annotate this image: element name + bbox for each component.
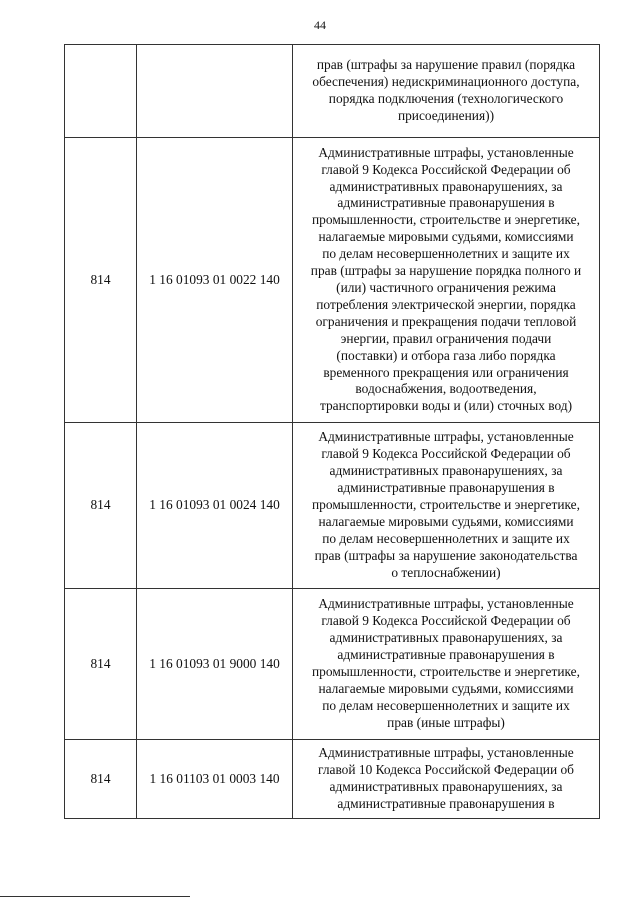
- description-cell: [293, 423, 600, 589]
- footnote-separator: [0, 896, 190, 897]
- description-line: (поставки) и отбора газа либо порядка: [336, 347, 556, 363]
- description-line: Административные штрафы, установленные: [318, 144, 574, 160]
- admin-code-cell: 814: [65, 138, 137, 423]
- description-line: административные правонарушения в: [337, 195, 555, 211]
- admin-code-cell: 814: [65, 589, 137, 740]
- description-cell: [293, 740, 600, 819]
- description-line: налагаемые мировыми судьями, комиссиями: [318, 680, 574, 696]
- description-line: Административные штрафы, установленные: [318, 596, 574, 612]
- description-cell: [293, 138, 600, 423]
- description-line: по делам несовершеннолетних и защите их: [322, 530, 570, 546]
- description-line: присоединения)): [397, 107, 495, 123]
- description-line: административные правонарушения в: [337, 795, 555, 811]
- table-row: [65, 45, 600, 138]
- description-line: промышленности, строительстве и энергетике,: [312, 497, 580, 513]
- description-line: водоснабжения, водоотведения,: [355, 381, 537, 397]
- description-line: главой 10 Кодекса Российской Федерации об: [318, 762, 574, 778]
- description-line: обеспечения) недискриминационного доступа,: [312, 74, 580, 90]
- description-line: по делам несовершеннолетних и защите их: [322, 697, 570, 713]
- description-line: порядка подключения (технологического: [328, 91, 564, 106]
- description-line: ограничения и прекращения подачи тепловой: [315, 313, 577, 329]
- description-line: транспортировки воды и (или) сточных вод): [319, 398, 573, 414]
- classification-code-cell: 1 16 01093 01 0024 140: [137, 423, 293, 589]
- description-line: промышленности, строительстве и энергетике,: [312, 664, 580, 679]
- description-line: налагаемые мировыми судьями, комиссиями: [318, 229, 574, 245]
- description-line: (или) частичного ограничения режима: [336, 280, 556, 295]
- description-line: административных правонарушениях, за: [329, 630, 563, 646]
- description-line: по делам несовершеннолетних и защите их: [322, 246, 570, 262]
- description-line: энергии, правил ограничения подачи: [340, 330, 552, 346]
- description-line: прав (штрафы за нарушение законодательства: [314, 547, 578, 563]
- budget-codes-table: [64, 44, 600, 819]
- description-line: главой 9 Кодекса Российской Федерации об: [321, 613, 571, 629]
- description-line: временного прекращения или ограничения: [323, 364, 569, 380]
- table-row: [65, 423, 600, 589]
- description-line: административных правонарушениях, за: [329, 779, 563, 794]
- description-line: налагаемые мировыми судьями, комиссиями: [318, 513, 574, 529]
- description-line: главой 9 Кодекса Российской Федерации об: [321, 161, 571, 177]
- description-cell: [293, 45, 600, 138]
- table-row: [65, 740, 600, 819]
- classification-code-cell: [137, 45, 293, 138]
- description-line: потребления электрической энергии, порядка: [316, 296, 576, 312]
- description-line: административные правонарушения в: [337, 647, 555, 663]
- description-line: промышленности, строительстве и энергетике,: [312, 212, 580, 228]
- admin-code-cell: 814: [65, 423, 137, 589]
- description-line: прав (штрафы за нарушение порядка полного и: [310, 263, 582, 279]
- admin-code-cell: [65, 45, 137, 138]
- page-number: 44: [314, 18, 326, 32]
- description-line: главой 9 Кодекса Российской Федерации об: [321, 446, 571, 462]
- classification-code-cell: 1 16 01093 01 0022 140: [137, 138, 293, 423]
- admin-code-cell: 814: [65, 740, 137, 819]
- description-line: прав (штрафы за нарушение правил (порядка: [316, 57, 576, 73]
- table-row: [65, 138, 600, 423]
- description-line: административных правонарушениях, за: [329, 178, 563, 194]
- description-line: о теплоснабжении): [391, 564, 501, 580]
- classification-code-cell: 1 16 01103 01 0003 140: [137, 740, 293, 819]
- description-line: Административные штрафы, установленные: [318, 745, 574, 761]
- description-line: прав (иные штрафы): [387, 714, 505, 730]
- description-line: Административные штрафы, установленные: [318, 429, 574, 445]
- description-line: административные правонарушения в: [337, 480, 555, 496]
- table-row: [65, 589, 600, 740]
- classification-code-cell: 1 16 01093 01 9000 140: [137, 589, 293, 740]
- description-line: административных правонарушениях, за: [329, 463, 563, 479]
- description-cell: [293, 589, 600, 740]
